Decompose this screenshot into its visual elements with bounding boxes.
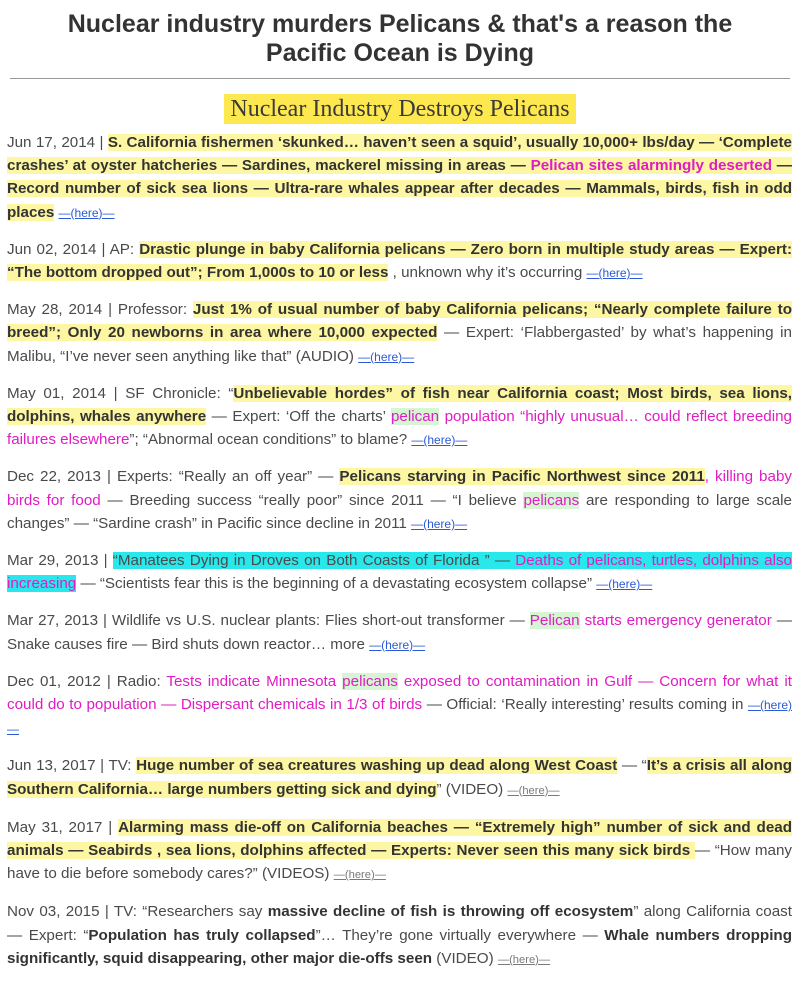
entry-date: May 01, 2014	[7, 384, 106, 402]
entry-text: — Breeding success “really poor” since 2011 — “I believe	[100, 491, 524, 509]
news-entry: May 28, 2014 | Professor: Just 1% of usual number of baby California pelicans; “Nearly complete failure to breed”; Only 20 newborns in area where 10,000 expected — Expert: ‘Flabbergasted’ by what’s happening in Malibu, “I’ve never seen anything like that” (AUDIO) —(here)—	[7, 301, 792, 365]
entry-source: SF Chronicle: “	[125, 384, 234, 402]
section-header	[0, 94, 800, 124]
entry-text-cont: ”… They’re gone virtually everywhere —	[315, 926, 605, 944]
entry-keyword: pelicans	[523, 491, 580, 509]
entry-date: Jun 02, 2014	[7, 240, 97, 258]
page-title-line-1: Nuclear industry murders Pelicans & that's a reason the	[67, 10, 733, 38]
entry-text-cont: are responding to large scale changes” — “Sardine crash” in Pacific since decline in 2011	[7, 491, 792, 532]
entry-date: Dec 22, 2013	[7, 468, 101, 486]
entry-emphasis: Pelican sites alarmingly deserted	[530, 157, 773, 175]
entry-date: Mar 27, 2013	[7, 612, 99, 630]
entry-bold-text-3: Whale numbers dropping significantly, squid disappearing, other major die-offs seen	[7, 926, 792, 967]
entry-headline-cont: — Record number of sick sea lions — Ultra-rare whales appear after decades — Mammals, birds, fish in odd places	[7, 157, 792, 221]
entry-emphasis: population “highly unusual… could reflect breeding failures elsewhere	[7, 408, 792, 449]
entry-text: — Official: ‘Really interesting’ results coming in	[422, 696, 748, 714]
entry-emphasis: Deaths of pelicans, turtles, dolphins also increasing	[7, 552, 792, 593]
entry-date: Mar 29, 2013	[7, 552, 99, 570]
entry-source-link[interactable]: —(here)—	[497, 953, 551, 966]
entry-date: Jun 17, 2014	[7, 134, 96, 151]
entry-emphasis: , killing baby birds for food	[7, 468, 792, 509]
entry-headline: Huge number of sea creatures washing up dead along West Coast	[136, 757, 618, 775]
entry-source-link[interactable]: —(here)—	[7, 698, 792, 737]
entry-source: Experts: “Really an off year” —	[116, 468, 340, 486]
page-title	[0, 10, 800, 68]
entry-text: — “	[617, 757, 647, 775]
entry-source-link[interactable]: —(here)—	[507, 784, 560, 797]
entry-text: — “Scientists fear this is the beginning of a devastating ecosystem collapse”	[76, 575, 597, 593]
entry-text: — Expert: ‘Off the charts’	[206, 408, 391, 426]
news-entry: Jun 02, 2014 | AP: Drastic plunge in baby California pelicans — Zero born in multiple study areas — Expert: “The bottom dropped out”; From 1,000s to 10 or less , unknown why it’s occurring —(here)—	[7, 240, 793, 282]
entry-text: — Expert: ‘Flabbergasted’ by what’s happening in Malibu, “I’ve never seen anything like that” (AUDIO)	[7, 324, 792, 365]
entry-text: ” along California coast — Expert: “	[7, 903, 792, 944]
entry-source: Radio:	[116, 672, 161, 690]
entry-date: Dec 01, 2012	[7, 672, 101, 690]
entry-emphasis-cont: exposed to contamination in Gulf — Concern for what it could do to population — Dispersant chemicals in 1/3 of birds	[7, 672, 792, 714]
entry-text-cont: ”; “Abnormal ocean conditions” to blame?	[129, 431, 412, 449]
entry-text-cont: ” (VIDEO)	[436, 780, 508, 798]
section-title: Nuclear Industry Destroys Pelicans	[224, 94, 575, 124]
entry-headline: Drastic plunge in baby California pelicans — Zero born in multiple study areas — Expert: “The bottom dropped out”; From 1,000s to 10 or less	[7, 240, 793, 282]
entry-date: Jun 13, 2017	[7, 757, 96, 775]
entry-text: , unknown why it’s occurring	[388, 264, 587, 282]
entry-source-link[interactable]: —(here)—	[411, 433, 468, 448]
entry-keyword: Pelican	[529, 612, 580, 630]
news-entry: Nov 03, 2015 | TV: “Researchers say massive decline of fish is throwing off ecosystem” along California coast — Expert: “Population has truly collapsed”… They’re gone virtually everywhere — Whale numbers dropping significantly, squid disappearing, other major die-offs seen (VIDEO) —(here)—	[7, 903, 792, 967]
news-entry: May 31, 2017 | Alarming mass die-off on California beaches — “Extremely high” number of sick and dead animals — Seabirds , sea lions, dolphins affected — Experts: Never seen this many sick birds — “How many have to die before somebody cares?” (VIDEOS) —(here)—	[7, 818, 792, 883]
entry-source: Professor:	[117, 301, 188, 319]
entry-date: May 28, 2014	[7, 301, 103, 319]
entry-source-link[interactable]: —(here)—	[596, 577, 653, 592]
entry-source: TV:	[108, 757, 132, 775]
news-entry: Jun 17, 2014 | S. California fishermen ‘skunked… haven’t seen a squid’, usually 10,000+ lbs/day — ‘Complete crashes’ at oyster hatcheries — Sardines, mackerel missing in areas — Pelican sites alarmingly deserted — Record number of sick sea lions — Ultra-rare whales appear after decades — Mammals, birds, fish in odd places —(here)—	[7, 134, 792, 221]
news-list	[7, 131, 792, 985]
page-title-line-2: Pacific Ocean is Dying	[265, 39, 535, 67]
entry-source: Wildlife vs U.S. nuclear plants: Flies short-out transformer —	[111, 612, 530, 630]
entry-text-end: (VIDEO)	[432, 949, 498, 967]
entry-source-link[interactable]: —(here)—	[333, 869, 386, 882]
entry-headline-quote: “Manatees Dying in Droves on Both Coasts of Florida ” —	[112, 552, 516, 570]
entry-emphasis: starts emergency generator	[579, 612, 772, 630]
entry-source: TV: “Researchers say	[113, 903, 268, 921]
entry-date: May 31, 2017	[7, 818, 103, 836]
entry-headline: Pelicans starving in Pacific Northwest since 2011	[339, 468, 705, 486]
entry-bold-text: massive decline of fish is throwing off ecosystem	[267, 903, 634, 921]
entry-headline: S. California fishermen ‘skunked… haven’t seen a squid’, usually 10,000+ lbs/day — ‘Complete crashes’ at oyster hatcheries — Sardines, mackerel missing in areas —	[7, 134, 792, 175]
news-entry: Mar 27, 2013 | Wildlife vs U.S. nuclear plants: Flies short-out transformer — Pelican starts emergency generator — Snake causes fire — Bird shuts down reactor… more —(here)—	[7, 612, 792, 653]
entry-emphasis: Tests indicate Minnesota	[166, 672, 343, 690]
entry-headline: Alarming mass die-off on California beaches — “Extremely high” number of sick and dead animals — Seabirds , sea lions, dolphins affected — Experts: Never seen this many sick birds	[7, 818, 792, 860]
entry-date: Nov 03, 2015	[7, 903, 100, 921]
entry-source-link[interactable]: —(here)—	[586, 266, 643, 281]
news-entry: Dec 22, 2013 | Experts: “Really an off year” — Pelicans starving in Pacific Northwest since 2011, killing baby birds for food — Breeding success “really poor” since 2011 — “I believe pelicans are responding to large scale changes” — “Sardine crash” in Pacific since decline in 2011 —(here)—	[7, 468, 792, 532]
entry-source: AP:	[109, 240, 135, 258]
entry-headline: Just 1% of usual number of baby California pelicans; “Nearly complete failure to breed”; Only 20 newborns in area where 10,000 expected	[7, 301, 792, 342]
news-entry: Jun 13, 2017 | TV: Huge number of sea creatures washing up dead along West Coast — “It’s a crisis all along Southern California… large numbers getting sick and dying” (VIDEO) —(here)—	[7, 757, 792, 798]
entry-text: — Snake causes fire — Bird shuts down reactor… more	[7, 612, 792, 653]
entry-keyword: pelican	[390, 408, 440, 426]
entry-source-link[interactable]: —(here)—	[58, 205, 115, 220]
entry-keyword: pelicans	[342, 672, 398, 690]
news-entry: Mar 29, 2013 | “Manatees Dying in Droves on Both Coasts of Florida ” — Deaths of pelicans, turtles, dolphins also increasing — “Scientists fear this is the beginning of a devastating ecosystem collapse” —(here)—	[7, 552, 792, 593]
entry-source-link[interactable]: —(here)—	[369, 637, 426, 652]
title-divider	[10, 78, 790, 79]
entry-headline-cont: It’s a crisis all along Southern California… large numbers getting sick and dying	[7, 757, 792, 798]
entry-bold-text-2: Population has truly collapsed	[88, 926, 316, 944]
news-entry: May 01, 2014 | SF Chronicle: “Unbelievable hordes” of fish near California coast; Most birds, sea lions, dolphins, whales anywhere — Expert: ‘Off the charts’ pelican population “highly unusual… could reflect breeding failures elsewhere”; “Abnormal ocean conditions” to blame? —(here)—	[7, 384, 793, 449]
entry-source-link[interactable]: —(here)—	[411, 516, 468, 531]
news-entry: Dec 01, 2012 | Radio: Tests indicate Minnesota pelicans exposed to contamination in Gulf — Concern for what it could do to population — Dispersant chemicals in 1/3 of birds — Official: ‘Really interesting’ results coming in —(here)—	[7, 672, 792, 737]
entry-source-link[interactable]: —(here)—	[358, 349, 415, 364]
entry-text: — “How many have to die before somebody cares?” (VIDEOS)	[7, 842, 792, 883]
entry-headline: Unbelievable hordes” of fish near California coast; Most birds, sea lions, dolphins, whales anywhere	[7, 384, 793, 426]
